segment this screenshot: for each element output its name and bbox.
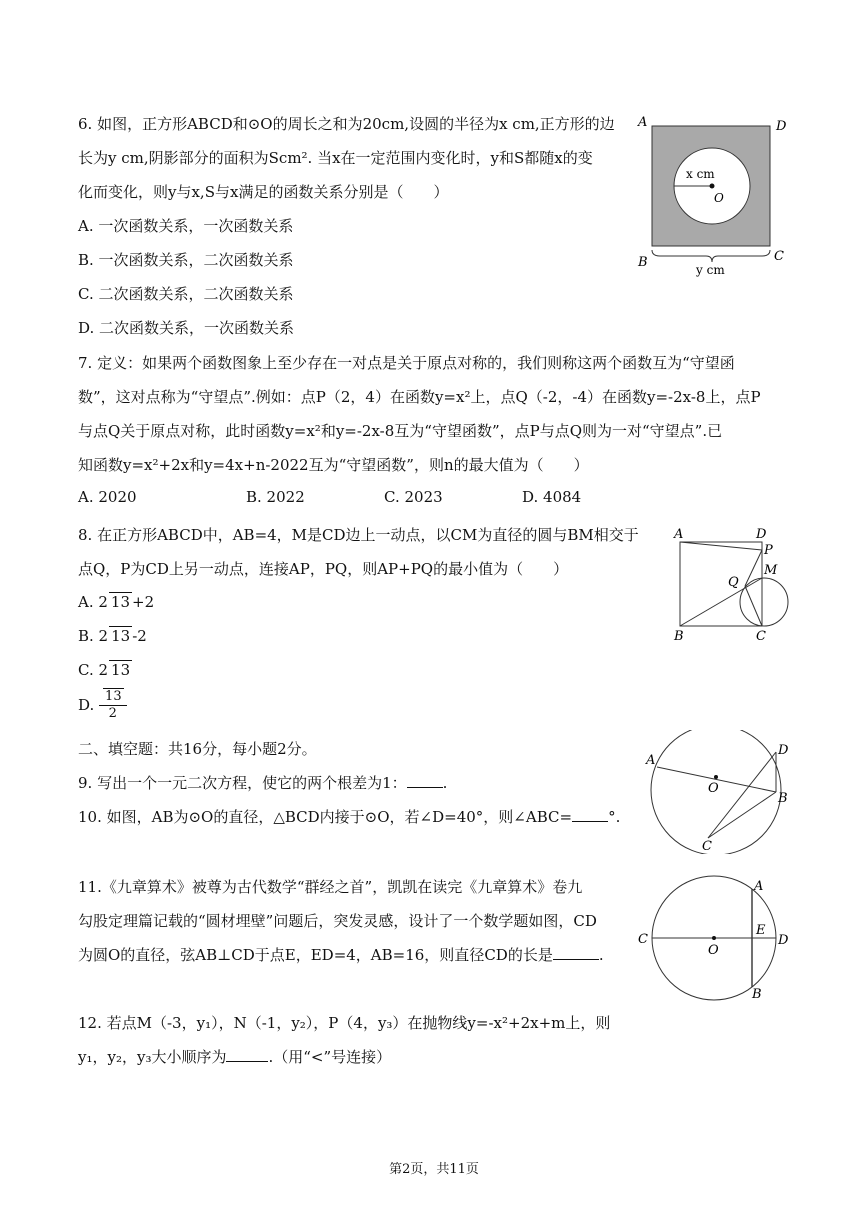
q11-end: . — [598, 946, 604, 964]
q6-label-b: B — [638, 255, 648, 270]
q6-line1: 6. 如图，正方形ABCD和⊙O的周长之和为20cm,设圆的半径为x cm,正方形的边 — [78, 115, 615, 133]
q8-option-c-prefix: C. 2 — [78, 661, 109, 679]
q8-option-a-suffix: +2 — [132, 593, 155, 611]
q8-label-q: Q — [728, 575, 739, 590]
q8-option-d-denominator: 2 — [108, 706, 117, 721]
q11-label-o: O — [708, 943, 719, 958]
q6-label-d: D — [776, 119, 787, 134]
q8-option-d-prefix: D. — [78, 696, 95, 714]
q7-option-a: A. 2020 — [78, 488, 137, 506]
q9-text — [78, 772, 447, 793]
q9-prompt: 9. 写出一个一元二次方程，使它的两个根差为1： — [78, 774, 407, 792]
q6-label-y: y cm — [696, 263, 725, 277]
q9-blank[interactable] — [407, 773, 443, 788]
q8-option-d-fraction — [99, 688, 127, 722]
q7-option-b: B. 2022 — [246, 488, 305, 506]
section-fill-in-title: 二、填空题：共16分，每小题2分。 — [78, 740, 317, 758]
q10-prompt: 10. 如图，AB为⊙O的直径，△BCD内接于⊙O，若∠D=40°，则∠ABC= — [78, 808, 573, 826]
q7-line2: 数”，这对点称为“守望点”.例如：点P（2，4）在函数y=x²上，点Q（-2，-4）在函数y=-2x-8上，点P — [78, 388, 761, 406]
q8-option-b-prefix: B. 2 — [78, 627, 109, 645]
q7-option-d: D. 4084 — [522, 488, 582, 506]
q12-end: .（用“<”号连接） — [268, 1048, 392, 1066]
q8-label-d: D — [756, 527, 767, 542]
q11-label-d: D — [778, 933, 789, 948]
q6-line2: 长为y cm,阴影部分的面积为Scm². 当x在一定范围内变化时，y和S都随x的变 — [78, 149, 593, 167]
q8-line1: 8. 在正方形ABCD中，AB=4，M是CD边上一动点，以CM为直径的圆与BM相交于 — [78, 526, 639, 544]
q7-line3: 与点Q关于原点对称，此时函数y=x²和y=-2x-8互为“守望函数”，点P与点Q则为一对“守望点”.已 — [78, 422, 723, 440]
q11-line3 — [78, 944, 604, 965]
q10-blank[interactable] — [572, 807, 608, 822]
q10-end: °. — [608, 808, 621, 826]
q11-label-e: E — [756, 923, 766, 938]
q6-line3: 化而变化，则y与x,S与x满足的函数关系分别是（ ） — [78, 183, 449, 201]
q8-option-d-numerator: 13 — [105, 689, 122, 704]
q10-label-a: A — [646, 753, 656, 768]
q11-label-c: C — [638, 932, 648, 947]
q8-label-c: C — [756, 629, 766, 644]
q8-line2: 点Q，P为CD上另一动点，连接AP，PQ，则AP+PQ的最小值为（ ） — [78, 560, 569, 578]
q10-label-d: D — [778, 743, 789, 758]
q8-label-m: M — [764, 563, 778, 578]
q8-option-a-prefix: A. 2 — [78, 593, 108, 611]
q6-option-d: D. 二次函数关系，一次函数关系 — [78, 319, 295, 337]
q8-option-a-radicand: 13 — [110, 593, 131, 611]
q11-line2: 勾股定理篇记载的“圆材埋壁”问题后，突发灵感，设计了一个数学题如图，CD — [78, 912, 597, 930]
q7-option-c: C. 2023 — [384, 488, 443, 506]
q6-option-c: C. 二次函数关系，二次函数关系 — [78, 285, 294, 303]
q11-label-b: B — [752, 987, 762, 1002]
q8-option-a — [78, 592, 154, 611]
q7-line1: 7. 定义：如果两个函数图象上至少存在一对点是关于原点对称的，我们则称这两个函数互为“守望函 — [78, 354, 735, 372]
q11-line1: 11.《九章算术》被尊为古代数学“群经之首”，凯凯在读完《九章算术》卷九 — [78, 878, 583, 896]
q12-line1: 12. 若点M（-3，y₁），N（-1，y₂），P（4，y₃）在抛物线y=-x²+2x+m上，则 — [78, 1014, 611, 1032]
q8-label-p: P — [764, 543, 773, 558]
q6-figure-square-circle — [630, 110, 800, 280]
q12-blank[interactable] — [226, 1047, 268, 1062]
q10-label-b: B — [778, 791, 788, 806]
q7-line4: 知函数y=x²+2x和y=4x+n-2022互为“守望函数”，则n的最大值为（ ） — [78, 456, 589, 474]
q10-figure-circle — [640, 730, 800, 854]
q8-option-b-suffix: -2 — [132, 627, 147, 645]
q8-figure-square — [668, 522, 796, 648]
q10-text — [78, 806, 620, 827]
q11-label-a: A — [754, 879, 764, 894]
q11-blank[interactable] — [553, 945, 599, 960]
q6-label-o: O — [714, 191, 724, 205]
q11-figure-circle — [632, 870, 800, 1004]
q12-line2 — [78, 1046, 391, 1067]
q6-option-b: B. 一次函数关系，二次函数关系 — [78, 251, 294, 269]
q8-label-a: A — [674, 527, 684, 542]
q8-option-c — [78, 660, 132, 679]
q6-label-x: x cm — [686, 167, 715, 181]
q6-label-a: A — [638, 115, 648, 130]
q8-option-c-radicand: 13 — [111, 661, 131, 679]
page-footer: 第2页，共11页 — [389, 1162, 479, 1177]
q12-line2-text: y₁，y₂，y₃大小顺序为 — [78, 1048, 227, 1066]
q8-label-b: B — [674, 629, 684, 644]
q8-option-d — [78, 688, 127, 722]
q6-option-a: A. 一次函数关系，一次函数关系 — [78, 217, 294, 235]
q8-option-b — [78, 626, 147, 645]
q8-option-b-radicand: 13 — [111, 627, 131, 645]
q10-label-c: C — [702, 839, 712, 854]
q11-line3-text: 为圆O的直径，弦AB⊥CD于点E，ED=4，AB=16，则直径CD的长是 — [78, 946, 553, 964]
q9-end: . — [442, 774, 448, 792]
q10-label-o: O — [708, 781, 719, 796]
q6-label-c: C — [774, 249, 784, 264]
